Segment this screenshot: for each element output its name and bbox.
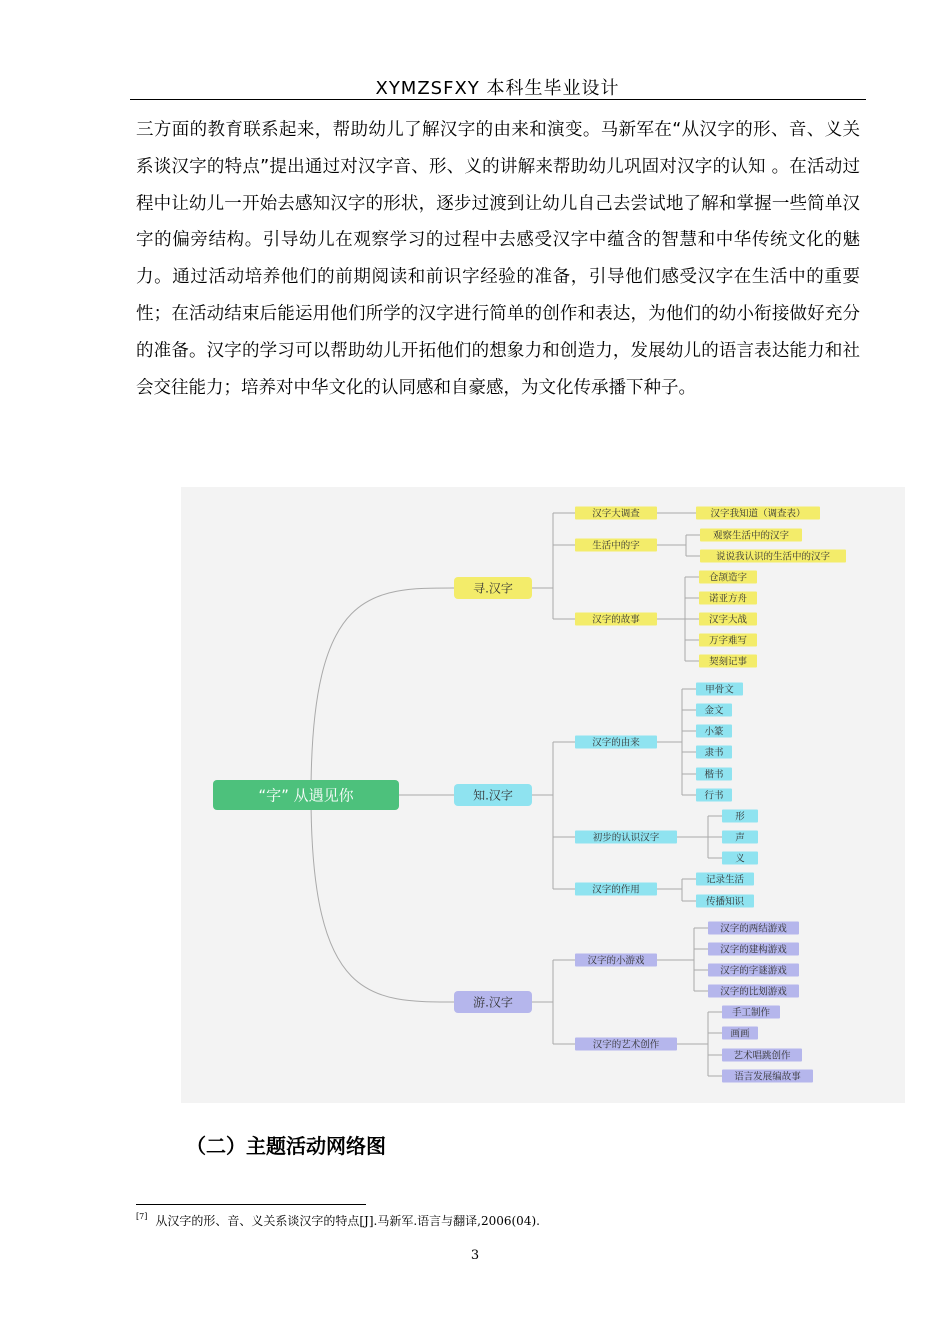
mindmap-figure — [181, 487, 905, 1103]
leaf-node-label: 楷书 — [704, 769, 724, 781]
leaf-node-label: 形 — [735, 811, 745, 823]
section-heading: （二）主题活动网络图 — [186, 1134, 386, 1158]
leaf-node-label: 甲骨文 — [705, 684, 734, 696]
leaf-node-label: 万字难写 — [708, 635, 748, 647]
root-node-label: “字” 从遇见你 — [258, 786, 354, 805]
leaf-node-label: 隶书 — [704, 747, 724, 759]
body-paragraph: 三方面的教育联系起来，帮助幼儿了解汉字的由来和演变。马新军在“从汉字的形、音、义关系谈汉字的特点”提出通过对汉字音、形、义的讲解来帮助幼儿巩固对汉字的认知 。在活动过程中让幼儿一开始去感知汉字的形状，逐步过渡到让幼儿自己去尝试地了解和掌握一些简单汉字的偏旁结构。引导幼儿在观察学习的过程中去感受汉字中蕴含的智慧和中华传统文化的魅力。通过活动培养他们的前期阅读和前识字经验的准备，引导他们感受汉字在生活中的重要性；在活动结束后能运用他们所学的汉字进行简单的创作和表达，为他们的幼小衔接做好充分的准备。汉字的学习可以帮助幼儿开拓他们的想象力和创造力，发展幼儿的语言表达能力和社会交往能力；培养对中华文化的认同感和自豪感，为文化传承播下种子。 — [136, 120, 860, 398]
leaf-node-label: 说说我认识的生活中的汉字 — [715, 551, 831, 563]
subtopic-node-label: 汉字大调查 — [592, 508, 640, 520]
leaf-node-label: 契刻记事 — [708, 656, 748, 668]
subtopic-node-label: 汉字的小游戏 — [587, 955, 645, 967]
leaf-node-label: 行书 — [704, 790, 724, 802]
branch-node-label: 寻.汉字 — [473, 581, 513, 596]
branch-node-label: 知.汉字 — [473, 788, 513, 803]
leaf-node-label: 画画 — [730, 1028, 750, 1040]
connector-root-branch — [311, 795, 454, 1002]
connector-root-branch — [311, 588, 454, 795]
leaf-node-label: 汉字的建构游戏 — [720, 944, 787, 956]
header-rule — [130, 99, 866, 100]
leaf-node-label: 汉字的字谜游戏 — [720, 965, 787, 977]
leaf-node-label: 仓颉造字 — [708, 572, 748, 584]
leaf-node-label: 汉字大战 — [708, 614, 748, 626]
leaf-node-label: 声 — [735, 832, 745, 844]
branch-node-label: 游.汉字 — [473, 995, 513, 1010]
footnote-marker: [7] — [136, 1212, 148, 1221]
subtopic-node-label: 汉字的故事 — [592, 614, 640, 626]
mindmap-svg — [181, 487, 905, 1103]
page-number: 3 — [470, 1248, 480, 1263]
leaf-node-label: 汉字的两结游戏 — [720, 923, 787, 935]
footnote-rule — [136, 1204, 366, 1205]
leaf-node-label: 传播知识 — [705, 896, 745, 908]
leaf-node-label: 手工制作 — [731, 1007, 771, 1019]
footnote-text: 从汉字的形、音、义关系谈汉字的特点[J].马新军.语言与翻译,2006(04). — [155, 1214, 540, 1228]
leaf-node-label: 义 — [735, 853, 745, 865]
leaf-node-label: 语言发展编故事 — [734, 1071, 801, 1083]
body-text — [136, 112, 860, 406]
leaf-node-label: 记录生活 — [705, 874, 745, 886]
leaf-node-label: 汉字我知道（调查表） — [710, 508, 806, 520]
page-header: XYMZSFXY 本科生毕业设计 — [375, 78, 620, 99]
subtopic-node-label: 汉字的由来 — [592, 737, 640, 749]
subtopic-node-label: 初步的认识汉字 — [592, 832, 660, 844]
leaf-node-label: 汉字的比划游戏 — [720, 986, 787, 998]
subtopic-node-label: 生活中的字 — [592, 540, 640, 552]
leaf-node-label: 观察生活中的汉字 — [712, 530, 790, 542]
leaf-node-label: 金文 — [704, 705, 724, 717]
leaf-node-label: 艺术唱跳创作 — [733, 1050, 791, 1062]
subtopic-node-label: 汉字的艺术创作 — [592, 1039, 660, 1051]
leaf-node-label: 小篆 — [704, 726, 724, 738]
subtopic-node-label: 汉字的作用 — [592, 884, 640, 896]
leaf-node-label: 诺亚方舟 — [708, 593, 748, 605]
footnote — [136, 1212, 540, 1229]
